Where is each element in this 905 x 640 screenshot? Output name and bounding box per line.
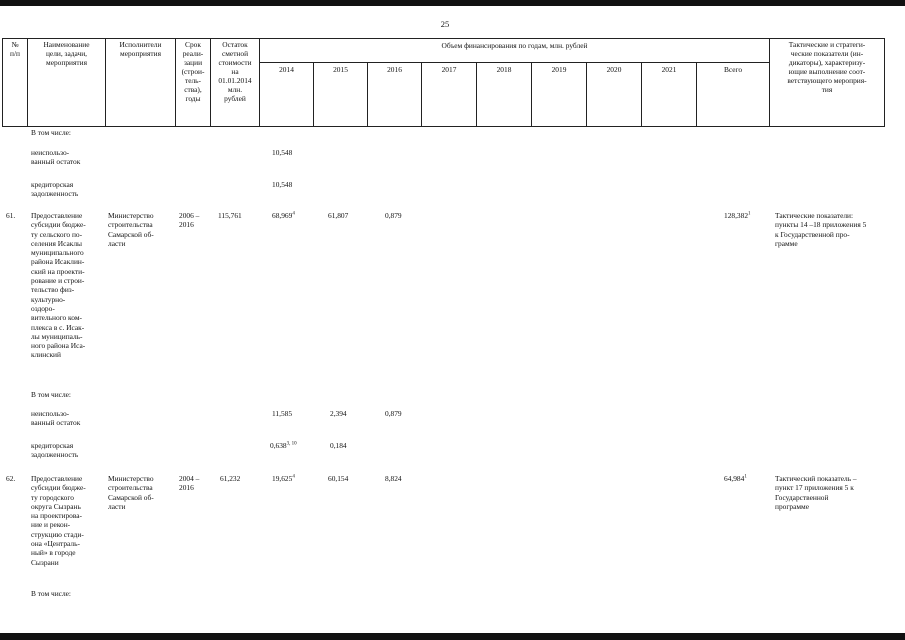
header-number: № п/п [10,40,20,58]
header-year-2018: 2018 [496,65,512,74]
header-term: Срок реали- зации (строи- тель- ства), годы [181,40,205,103]
header-year-2020: 2020 [606,65,622,74]
row-61-term: 2006 – 2016 [179,211,200,230]
row-62-2014: 19,625$^4$ [272,474,295,483]
row-62-2016: 8,824 [385,474,402,483]
row-61-2014: 68,969$^4$ [272,211,295,220]
header-year-2016: 2016 [387,65,402,74]
table-header [0,38,885,127]
row-61-label-unused-balance: неиспользо- ванный остаток [31,409,81,428]
row-62-number: 62. [6,474,16,483]
header-year-2017: 2017 [441,65,457,74]
row-61-unused-2014: 11,585 [272,409,293,418]
header-remaining-cost: Остаток сметной стоимости на 01.01.2014 млн. рублей [218,40,252,103]
row-unused-2014: 10,548 [272,148,293,157]
header-year-2015: 2015 [333,65,348,74]
row-62-name: Предоставление субсидии бюдже- ту городского округа Сызрань на проектирова- ние и рекон- струкцию стади- она «Централь- ный» в городе Сызрани [31,474,86,567]
row-62-executor: Министерство строительства Самарской об- ласти [108,474,154,511]
header-funding: Объем финансирования по годам, млн. рублей [441,41,588,50]
row-61-unused-2016: 0,879 [385,409,402,418]
row-61-number: 61. [6,211,16,220]
header-indicators: Тактические и стратеги- ческие показатели (ин- дикаторы), характеризу- ющие выполнение соот- ветствующего мероприя- тия [787,40,867,94]
header-year-2021: 2021 [661,65,677,74]
scan-top-border [0,0,905,6]
row-61-remaining-cost: 115,761 [218,211,242,220]
row-payables-2014: 10,548 [272,180,293,189]
row-61-label-including: В том числе: [31,390,71,399]
page-number: 25 [440,19,450,29]
row-label-unused-balance: неиспользо- ванный остаток [31,148,81,167]
row-61-payables-2015: 0,184 [330,441,347,450]
row-61-indicators: Тактические показатели: пункты 14 –18 приложения 5 к Государственной про- грамме [775,211,867,248]
header-year-2019: 2019 [551,65,567,74]
row-61-unused-2015: 2,394 [330,409,347,418]
row-62-indicators: Тактический показатель – пункт 17 приложения 5 к Государственной программе [775,474,857,511]
row-label-payables: кредиторская задолженность [31,180,79,199]
row-label-including: В том числе: [31,128,71,137]
row-61-name: Предоставление субсидии бюдже- ту сельского по- селения Исаклы муниципального района Исаклин- ский на проекти- рование и строи- тельство физ- культурно- оздоро- вительного ком- плекса в с. Исак- лы муниципаль- ного района Иса- клинский [31,211,86,360]
header-name: Наименование цели, задачи, мероприятия [43,40,90,67]
row-62-term: 2004 – 2016 [179,474,200,493]
header-executors: Исполнители мероприятия [119,40,162,58]
row-62-remaining-cost: 61,232 [220,474,241,483]
scan-bottom-border [0,633,905,640]
row-62-2015: 60,154 [328,474,349,483]
row-61-label-payables: кредиторская задолженность [31,441,79,460]
row-61-2016: 0,879 [385,211,402,220]
row-62-label-including: В том числе: [31,589,71,598]
row-61-total: 128,382$^1$ [724,211,751,220]
header-total: Всего [723,65,743,74]
row-61-2015: 61,807 [328,211,349,220]
header-year-2014: 2014 [279,65,294,74]
row-61-payables-2014: 0,638$^{3, 10}$ [270,441,297,450]
row-61-executor: Министерство строительства Самарской об- ласти [108,211,154,248]
row-62-total: 64,984$^1$ [724,474,747,483]
